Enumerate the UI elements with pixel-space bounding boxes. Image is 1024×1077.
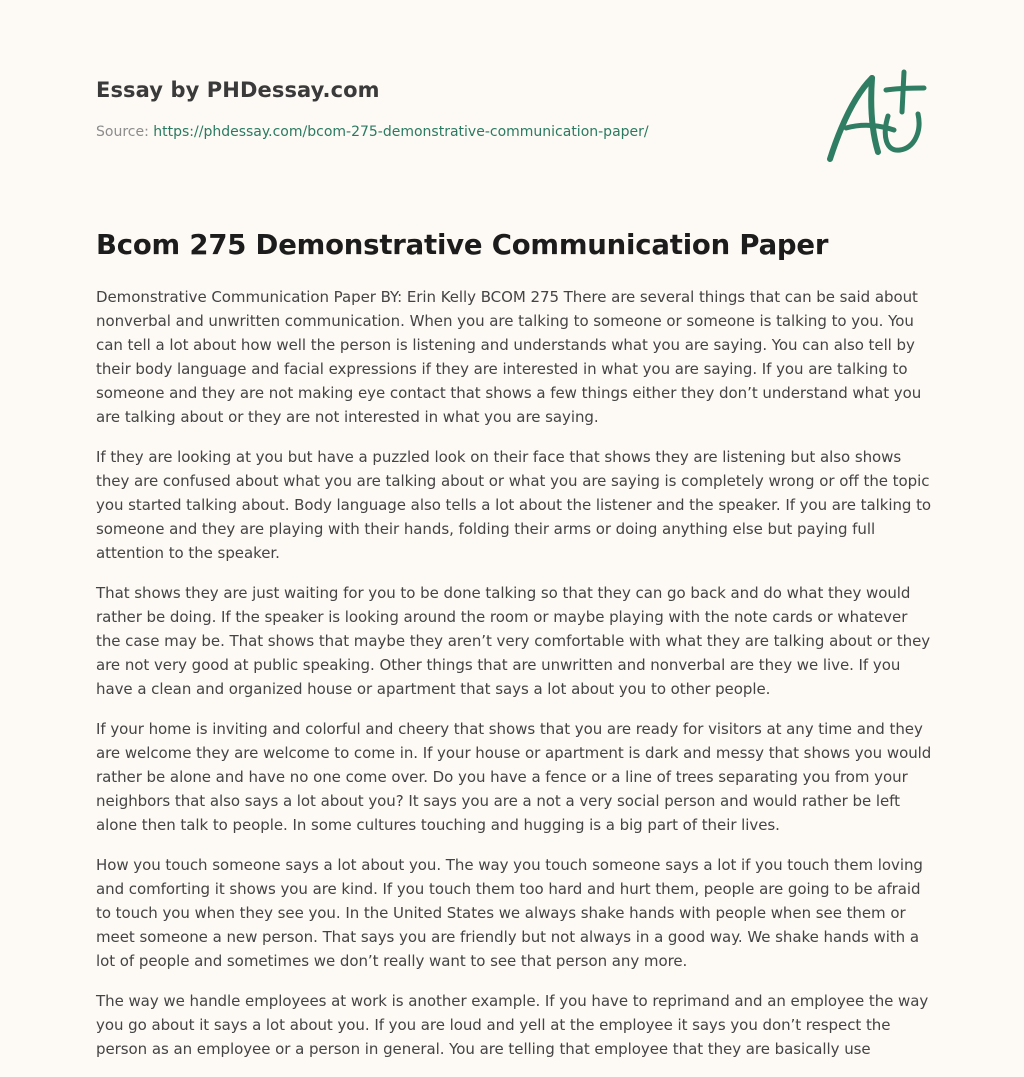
source-label: Source:	[96, 124, 154, 140]
a-plus-grade-icon	[820, 66, 930, 166]
document-header	[96, 72, 796, 142]
page-title: Bcom 275 Demonstrative Communication Paper	[96, 229, 829, 261]
essay-paragraph: The way we handle employees at work is another example. If you have to reprimand and an employee the way you go about it says a lot about you. If you are loud and yell at the employee it says you don’t respect the person as an employee or a person in general. You are telling that employee that they are basically use	[96, 992, 929, 1058]
essay-paragraph: Demonstrative Communication Paper BY: Erin Kelly BCOM 275 There are several things that can be said about nonverbal and unwritten communication. When you are talking to someone or someone is talking to you. You can tell a lot about how well the person is listening and understands what you are saying. You can also tell by their body language and facial expressions if they are interested in what you are saying. If you are talking to someone and they are not making eye contact that shows a few things either they don’t understand what you are talking about or they are not interested in what you are saying.	[96, 288, 922, 426]
essay-paragraph: If your home is inviting and colorful and cheery that shows that you are ready for visitors at any time and they are welcome they are welcome to come in. If your house or apartment is dark and messy that shows you would rather be alone and have no one come over. Do you have a fence or a line of trees separating you from your neighbors that also says a lot about you? It says you are a not a very social person and would rather be left alone then talk to people. In some cultures touching and hugging is a big part of their lives.	[96, 720, 932, 834]
essay-paragraph: If they are looking at you but have a puzzled look on their face that shows they are listening but also shows they are confused about what you are talking about or what you are saying is completely wrong or off the topic you started talking about. Body language also tells a lot about the listener and the speaker. If you are talking to someone and they are playing with their hands, folding their arms or doing anything else but paying full attention to the speaker.	[96, 448, 932, 562]
essay-body	[96, 285, 932, 1077]
source-line	[96, 122, 796, 142]
site-brand: Essay by PHDessay.com	[96, 78, 380, 102]
source-link[interactable]: https://phdessay.com/bcom-275-demonstrative-communication-paper/	[153, 124, 649, 140]
essay-paragraph: That shows they are just waiting for you to be done talking so that they can go back and do what they would rather be doing. If the speaker is looking around the room or maybe playing with the note cards or whatever the case may be. That shows that maybe they aren’t very comfortable with what they are talking about or they are not very good at public speaking. Other things that are unwritten and nonverbal are they we live. If you have a clean and organized house or apartment that says a lot about you to other people.	[96, 584, 931, 698]
essay-paragraph: How you touch someone says a lot about you. The way you touch someone says a lot if you touch them loving and comforting it shows you are kind. If you touch them too hard and hurt them, people are going to be afraid to touch you when they see you. In the United States we always shake hands with people when see them or meet someone a new person. That says you are friendly but not always in a good way. We shake hands with a lot of people and sometimes we don’t really want to see that person any more.	[96, 856, 923, 970]
